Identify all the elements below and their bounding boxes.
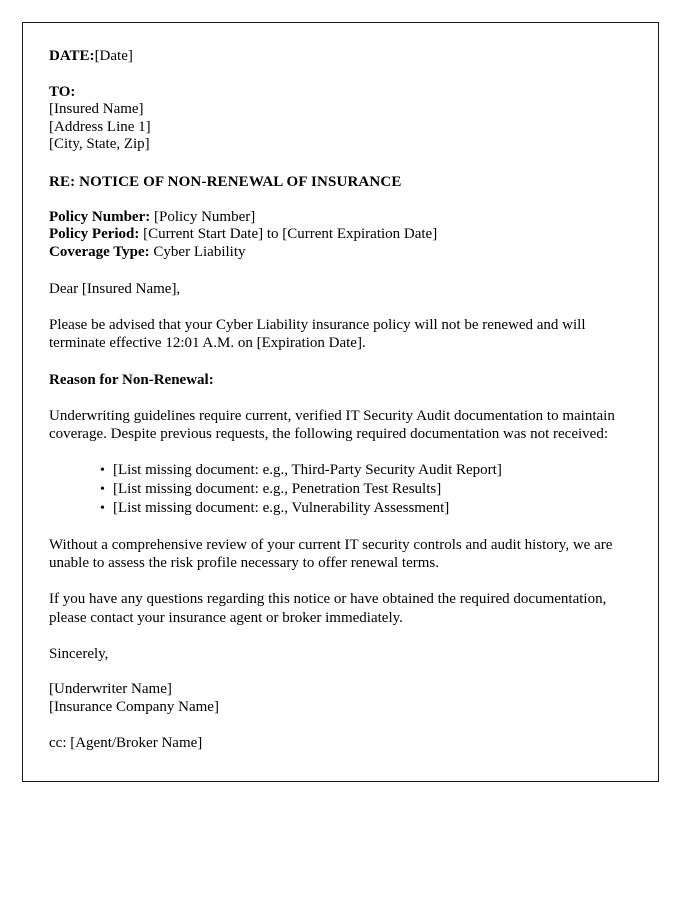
spacer bbox=[49, 572, 624, 590]
spacer bbox=[49, 663, 624, 681]
closing-salutation: Sincerely, bbox=[49, 645, 109, 662]
list-item-label: [List missing document: e.g., Third-Party Security Audit Report] bbox=[113, 462, 502, 479]
spacer bbox=[49, 154, 624, 173]
spacer bbox=[49, 389, 624, 407]
subject-line: RE: NOTICE OF NON-RENEWAL OF INSURANCE bbox=[49, 173, 402, 190]
recipient-city-state-zip: [City, State, Zip] bbox=[49, 136, 150, 152]
policy-period-value: [Current Start Date] to [Current Expiration Date] bbox=[139, 226, 438, 242]
reason-paragraph: Underwriting guidelines require current, verified IT Security Audit documentation to maintain coverage. Despite previous requests, the following required documentation was not received: bbox=[49, 407, 615, 442]
opening-paragraph: Please be advised that your Cyber Liability insurance policy will not be renewed and will terminate effective 12:01 A.M. on [Expiration Date]. bbox=[49, 317, 586, 352]
coverage-type-label: Coverage Type: bbox=[49, 243, 150, 260]
assessment-paragraph: Without a comprehensive review of your current IT security controls and audit history, we are unable to assess the risk profile necessary to offer renewal terms. bbox=[49, 537, 613, 572]
list-item-label: [List missing document: e.g., Vulnerability Assessment] bbox=[113, 500, 450, 517]
recipient-block bbox=[49, 84, 624, 154]
to-label: TO: bbox=[49, 83, 76, 100]
policy-period-label: Policy Period: bbox=[49, 226, 140, 242]
letter-content bbox=[49, 48, 624, 752]
list-item bbox=[100, 461, 624, 480]
date-line bbox=[49, 48, 624, 66]
salutation: Dear [Insured Name], bbox=[49, 281, 181, 297]
policy-number-label: Policy Number: bbox=[49, 208, 151, 225]
spacer bbox=[49, 518, 624, 536]
contact-paragraph: If you have any questions regarding this notice or have obtained the required documentation, please contact your insurance agent or broker immediately. bbox=[49, 591, 607, 626]
insurance-company-name: [Insurance Company Name] bbox=[49, 698, 219, 715]
list-item bbox=[100, 480, 624, 499]
date-value: [Date] bbox=[94, 48, 133, 64]
bullet-icon: • bbox=[100, 482, 105, 498]
cc-line: cc: [Agent/Broker Name] bbox=[49, 735, 203, 752]
list-item-label: [List missing document: e.g., Penetration Test Results] bbox=[113, 481, 442, 498]
recipient-address-line-1: [Address Line 1] bbox=[49, 118, 151, 135]
underwriter-name: [Underwriter Name] bbox=[49, 681, 172, 698]
coverage-type-value: Cyber Liability bbox=[149, 243, 246, 260]
date-label: DATE: bbox=[49, 48, 95, 64]
policy-number-value: [Policy Number] bbox=[150, 208, 256, 225]
spacer bbox=[49, 261, 624, 280]
coverage-type-line bbox=[49, 244, 624, 262]
list-item bbox=[100, 499, 624, 518]
letter-page bbox=[22, 22, 659, 782]
spacer bbox=[49, 443, 624, 461]
spacer bbox=[49, 191, 624, 209]
bullet-icon: • bbox=[100, 501, 105, 517]
missing-documents-list bbox=[49, 461, 624, 518]
bullet-icon: • bbox=[100, 463, 105, 479]
policy-number-line bbox=[49, 209, 624, 227]
spacer bbox=[49, 298, 624, 316]
policy-period-line bbox=[49, 226, 624, 244]
recipient-name: [Insured Name] bbox=[49, 101, 144, 117]
spacer bbox=[49, 716, 624, 734]
spacer bbox=[49, 66, 624, 84]
spacer bbox=[49, 627, 624, 645]
spacer bbox=[49, 353, 624, 371]
policy-details-block bbox=[49, 209, 624, 262]
reason-heading: Reason for Non-Renewal: bbox=[49, 371, 214, 388]
signature-block bbox=[49, 681, 624, 716]
